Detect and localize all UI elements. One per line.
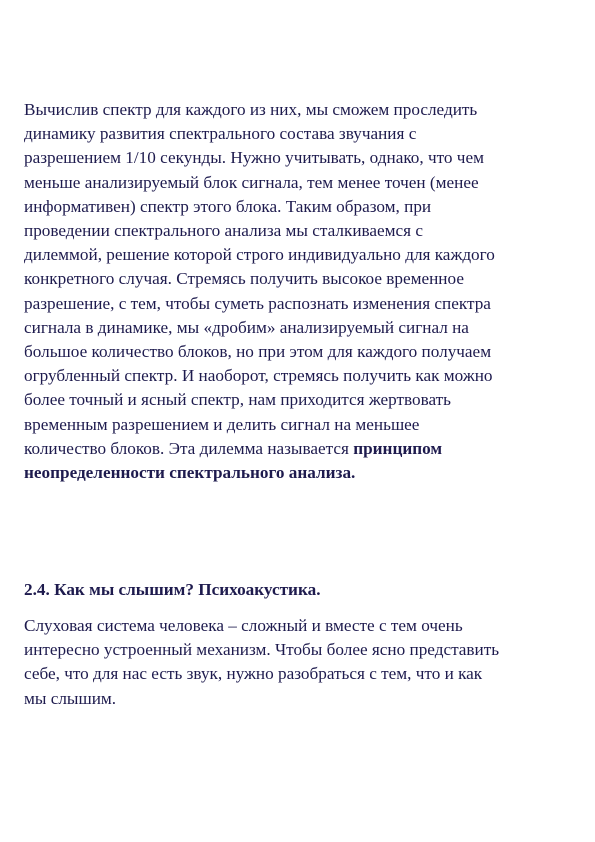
text-line: разрешением 1/10 секунды. Нужно учитывать, однако, что чем <box>24 148 484 168</box>
text-line: проведении спектрального анализа мы сталкиваемся с <box>24 221 424 241</box>
text-line: разрешение, с тем, чтобы суметь распознать изменения спектра <box>24 293 491 313</box>
text-line: Слуховая система человека – сложный и вместе с тем очень <box>24 616 463 635</box>
text-line: меньше анализируемый блок сигнала, тем менее точен (менее <box>24 172 479 192</box>
paragraph-auditory-system <box>24 614 584 711</box>
text-line: интересно устроенный механизм. Чтобы более ясно представить <box>24 640 500 660</box>
text-line: Вычислив спектр для каждого из них, мы сможем проследить <box>24 100 478 119</box>
text-line: сигнала в динамике, мы «дробим» анализируемый сигнал на <box>24 317 469 337</box>
text-line: большое количество блоков, но при этом для каждого получаем <box>24 342 492 362</box>
text-line: информативен) спектр этого блока. Таким образом, при <box>24 196 432 216</box>
text-line: огрубленный спектр. И наоборот, стремясь получить как можно <box>24 366 493 386</box>
text-line: конкретного случая. Стремясь получить высокое временное <box>24 269 464 289</box>
text-line: временным разрешением и делить сигнал на меньшее <box>24 414 420 434</box>
text-line: более точный и ясный спектр, нам приходится жертвовать <box>24 390 452 410</box>
text-line <box>24 437 584 461</box>
term-uncertainty-principle: неопределенности спектрального анализа. <box>24 463 356 483</box>
term-principle: принципом <box>353 438 443 458</box>
text-line: динамику развития спектрального состава звучания с <box>24 124 417 144</box>
text-line-regular: количество блоков. Эта дилемма называется <box>24 438 354 458</box>
text-line: себе, что для нас есть звук, нужно разобраться с тем, что и как <box>24 664 483 684</box>
text-line: мы слышим. <box>24 688 117 708</box>
section-heading: 2.4. Как мы слышим? Психоакустика. <box>24 580 321 599</box>
paragraph-spectral-analysis <box>24 98 584 485</box>
text-line: дилеммой, решение которой строго индивидуально для каждого <box>24 245 495 265</box>
